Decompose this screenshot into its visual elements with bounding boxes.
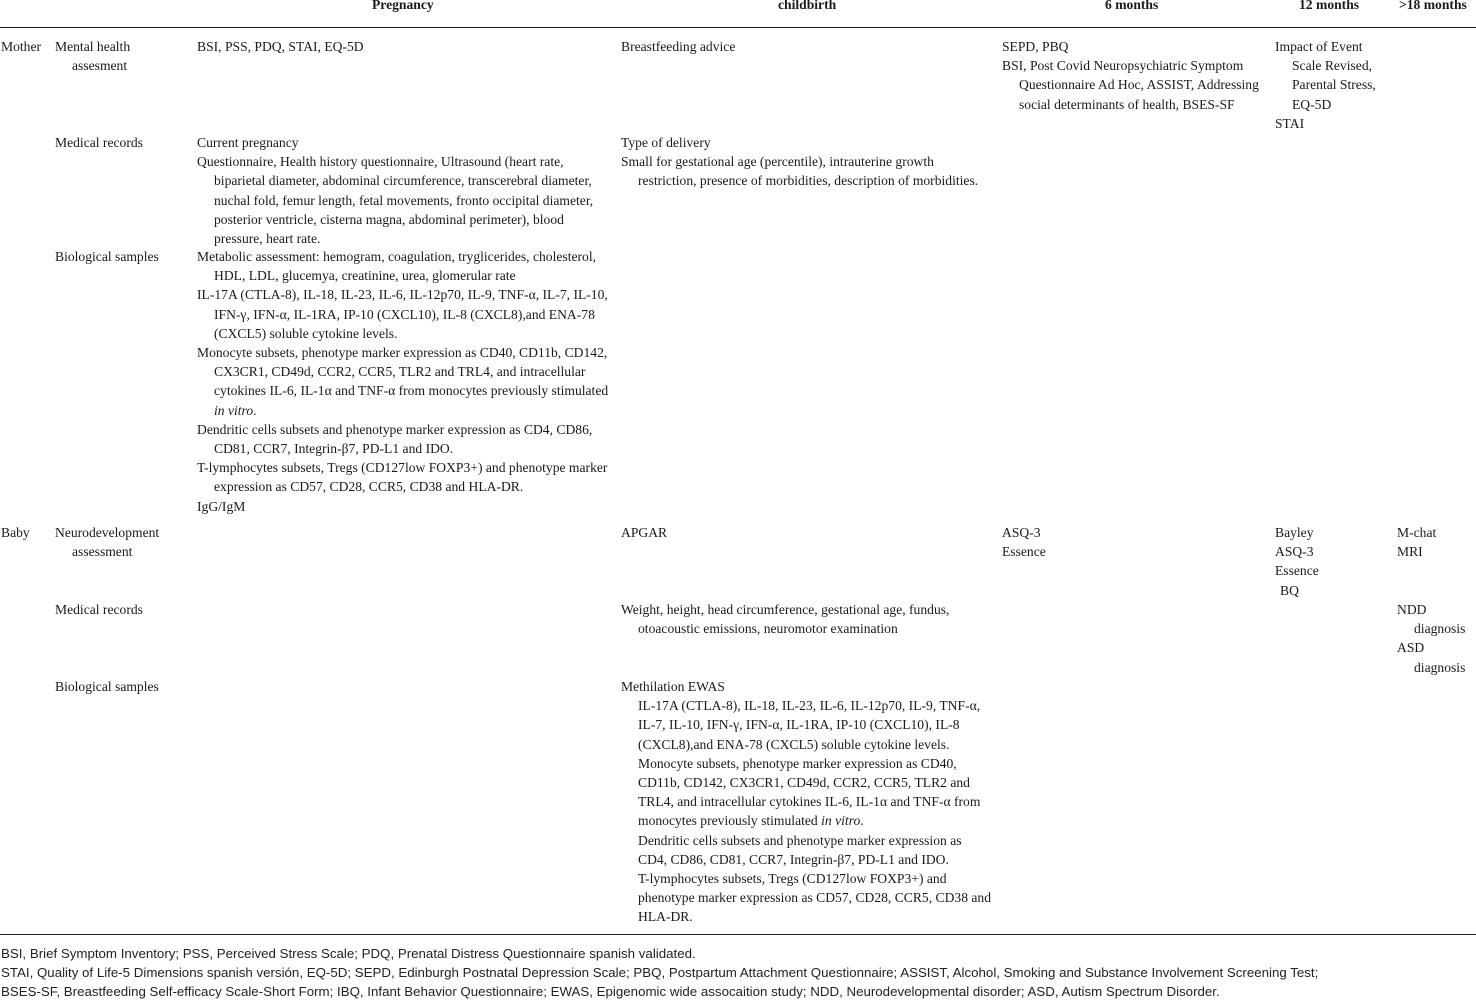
baby-neuro-childbirth: APGAR — [621, 525, 668, 540]
mother-mental-6-months: SEPD, PBQ BSI, Post Covid Neuropsychiatric Symptom Questionnaire Ad Hoc, ASSIST, Addressing social determinants of health, BSES-SF — [1002, 39, 1259, 112]
mother-mental-12-months: Impact of Event Scale Revised, Parental Stress, EQ-5D STAI — [1275, 39, 1376, 131]
footer-rule — [0, 934, 1476, 935]
header-rule — [0, 27, 1476, 28]
baby-bio-label: Biological samples — [55, 679, 159, 694]
header-18-months: >18 months — [1399, 0, 1467, 12]
mother-medical-label: Medical records — [55, 135, 143, 150]
mother-mental-childbirth: Breastfeeding advice — [621, 39, 736, 54]
baby-neuro-12-months: Bayley ASQ-3 Essence BQ — [1275, 525, 1319, 598]
header-pregnancy: Pregnancy — [372, 0, 434, 12]
mother-mental-pregnancy: BSI, PSS, PDQ, STAI, EQ-5D — [197, 39, 364, 54]
baby-bio-childbirth: Methilation EWAS IL-17A (CTLA-8), IL-18, IL-23, IL-6, IL-12p70, IL-9, TNF-α, IL-7, IL-10, IFN-γ, IFN-α, IL-1RA, IP-10 (CXCL10), IL-8 (CXCL8),and ENA-78 (CXCL5) soluble cytokine levels. Monocyte subsets, phenotype marker expression as CD40, CD11b, CD142, CX3CR1, CD49d, CCR2, CCR5, TLR2 and TRL4, and intracellular cytokines IL-6, IL-1α and TNF-α from monocytes previously stimulated in vitro. Dendritic cells subsets and phenotype marker expression as CD4, CD86, CD81, CCR7, Integrin-β7, PD-L1 and IDO. T-lymphocytes subsets, Tregs (CD127low FOXP3+) and phenotype marker expression as CD57, CD28, CCR5, CD38 and HLA-DR. — [621, 679, 992, 925]
baby-neuro-6-months: ASQ-3 Essence — [1002, 525, 1046, 560]
mother-mental-label: Mental health assesment — [55, 39, 131, 74]
baby-medical-childbirth: Weight, height, head circumference, gestational age, fundus, otoacoustic emissions, neuromotor examination — [621, 602, 950, 637]
row-group-baby: Baby — [1, 525, 30, 540]
baby-medical-18-months: NDD diagnosis ASD diagnosis — [1397, 602, 1466, 675]
footnote-line: BSI, Brief Symptom Inventory; PSS, Perceived Stress Scale; PDQ, Prenatal Distress Questionnaire spanish validated. — [1, 946, 696, 961]
footnote-line: BSES-SF, Breastfeeding Self-efficacy Scale-Short Form; IBQ, Infant Behavior Questionnaire; EWAS, Epigenomic wide assocaition study; NDD, Neurodevelopmental disorder; ASD, Autism Spectrum Disorder. — [1, 984, 1220, 1000]
row-group-mother: Mother — [1, 39, 42, 54]
header-12-months: 12 months — [1299, 0, 1360, 12]
baby-neuro-18-months: M-chat MRI — [1397, 525, 1437, 560]
mother-medical-childbirth: Type of delivery Small for gestational age (percentile), intrauterine growth restriction, presence of morbidities, description of morbidities. — [621, 135, 979, 189]
table-footnotes — [1, 944, 1476, 1002]
header-childbirth: childbirth — [778, 0, 837, 12]
mother-bio-label: Biological samples — [55, 249, 159, 264]
mother-medical-pregnancy: Current pregnancy Questionnaire, Health history questionnaire, Ultrasound (heart rate, biparietal diameter, abdominal circumference, transcerebral diameter, nuchal fold, femur length, fetal movements, fronto occipital diameter, posterior ventricle, cisterna magna, abdominal perimeter), blood pressure, heart rate. — [197, 135, 594, 247]
baby-medical-label: Medical records — [55, 602, 143, 617]
mother-bio-pregnancy: Metabolic assessment: hemogram, coagulation, tryglicerides, cholesterol, HDL, LDL, glucemya, creatinine, urea, glomerular rate IL-17A (CTLA-8), IL-18, IL-23, IL-6, IL-12p70, IL-9, TNF-α, IL-7, IL-10, IFN-γ, IFN-α, IL-1RA, IP-10 (CXCL10), IL-8 (CXCL8),and ENA-78 (CXCL5) soluble cytokine levels. Monocyte subsets, phenotype marker expression as CD40, CD11b, CD142, CX3CR1, CD49d, CCR2, CCR5, TLR2 and TRL4, and intracellular cytokines IL-6, IL-1α and TNF-α from monocytes previously stimulated in vitro. Dendritic cells subsets and phenotype marker expression as CD4, CD86, CD81, CCR7, Integrin-β7, PD-L1 and IDO. T-lymphocytes subsets, Tregs (CD127low FOXP3+) and phenotype marker expression as CD57, CD28, CCR5, CD38 and HLA-DR. IgG/IgM — [197, 249, 609, 514]
baby-neuro-label: Neurodevelopment assessment — [55, 525, 160, 560]
header-6-months: 6 months — [1105, 0, 1159, 12]
footnote-line: STAI, Quality of Life-5 Dimensions spanish versión, EQ-5D; SEPD, Edinburgh Postnatal Depression Scale; PBQ, Postpartum Attachment Questionnaire; ASSIST, Alcohol, Smoking and Substance Involvement Screening Test; — [1, 965, 1319, 981]
